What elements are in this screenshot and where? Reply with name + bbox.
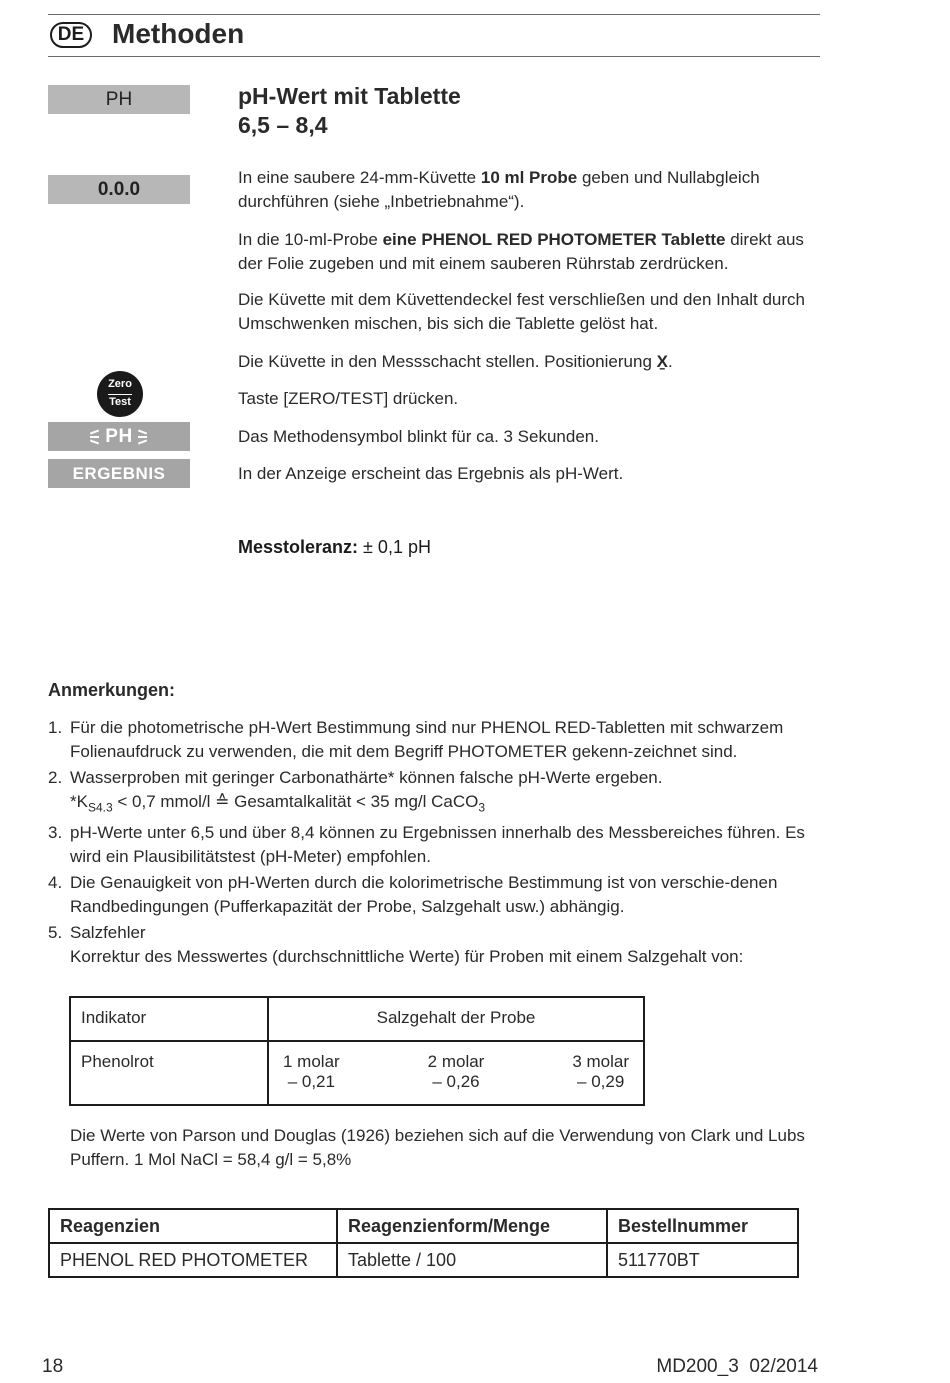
note-2-footnote: *K (70, 792, 88, 811)
note-3 (48, 821, 823, 869)
page-number: 18 (42, 1356, 64, 1377)
language-badge: DE (50, 22, 92, 48)
table-row (49, 1243, 798, 1277)
step-4-text: Die Küvette in den Messschacht stellen. Positionierung (238, 352, 657, 371)
molar-label: 1 molar (283, 1052, 340, 1071)
blink-left-icon (90, 430, 100, 444)
step-1 (238, 166, 823, 214)
salt-note: Die Werte von Parson und Douglas (1926) beziehen sich auf die Verwendung von Clark und Lubs Puffern. 1 Mol NaCl = 58,4 g/l = 5,8% (70, 1126, 805, 1169)
table-cell: Phenolrot (70, 1041, 268, 1105)
note-number: 5. (48, 923, 63, 943)
header-top-rule (48, 14, 820, 15)
step-2 (238, 228, 823, 276)
salt-error-table (69, 996, 645, 1106)
notes-list (48, 716, 823, 971)
method-title-block (238, 82, 461, 140)
zero-display: 0.0.0 (48, 175, 190, 204)
header-bottom-rule (48, 56, 820, 57)
note-text: Die Genauigkeit von pH-Werten durch die kolorimetrische Bestimmung ist von verschie-denen Randbedingungen (Pufferkapazität der Probe, Salzgehalt usw.) abhängig. (70, 873, 778, 917)
positioning-icon: X̱ (656, 352, 668, 371)
document-id: MD200_3 02/2014 (656, 1356, 818, 1377)
table-cell: Tablette / 100 (337, 1243, 607, 1277)
correction-value: – 0,29 (577, 1072, 625, 1091)
note-2-subscript: S4.3 (87, 800, 113, 815)
blink-display-text: PH (105, 426, 133, 447)
note-text: Salzfehler (70, 923, 146, 943)
note-2-footnote-rest: < 0,7 mmol/l ≙ Gesamtalkalität < 35 mg/l CaCO (112, 792, 479, 811)
notes-heading: Anmerkungen: (48, 680, 176, 700)
tolerance-value: ± 0,1 pH (358, 537, 431, 557)
step-5: Taste [ZERO/TEST] drücken. (238, 389, 459, 408)
table-header-cell: Reagenzien (49, 1209, 337, 1243)
note-number: 1. (48, 718, 63, 737)
blinking-method-display (48, 422, 190, 451)
note-5 (48, 921, 823, 969)
table-header-cell: Indikator (70, 997, 268, 1041)
correction-value: – 0,21 (287, 1072, 335, 1091)
table-header-row (49, 1209, 798, 1243)
note-number: 3. (48, 823, 63, 843)
note-text: Für die photometrische pH-Wert Bestimmung sind nur PHENOL RED-Tabletten mit schwarzem Folienaufdruck zu verwenden, die mit dem Begriff PHOTOMETER gekenn-zeichnet sind. (70, 718, 784, 761)
method-range: 6,5 – 8,4 (238, 112, 328, 138)
molar-label: 2 molar (427, 1052, 485, 1071)
zero-divider (108, 394, 132, 395)
method-display: PH (48, 85, 190, 114)
table-header-cell: Salzgehalt der Probe (268, 997, 644, 1041)
table-cell: 511770BT (607, 1243, 798, 1277)
note-number: 2. (48, 768, 63, 787)
zero-label: Zero (108, 378, 132, 390)
step-3: Die Küvette mit dem Küvettendeckel fest verschließen und den Inhalt durch Umschwenken mischen, bis sich die Tablette gelöst hat. (238, 290, 805, 333)
step-2-bold: eine PHENOL RED PHOTOMETER Tablette (382, 230, 726, 249)
zero-test-button-icon (97, 371, 143, 417)
salt-col-3 (572, 1052, 629, 1092)
table-row (70, 997, 644, 1041)
step-6: Das Methodensymbol blinkt für ca. 3 Sekunden. (238, 427, 599, 446)
note-2 (48, 766, 823, 819)
step-1-text: In eine saubere 24-mm-Küvette (238, 168, 481, 187)
step-4-text-end: . (667, 352, 673, 371)
tolerance-label: Messtoleranz: (238, 537, 359, 557)
step-2-text: In die 10-ml-Probe (238, 230, 383, 249)
note-4 (48, 871, 823, 919)
salt-col-1 (283, 1052, 340, 1092)
note-2-subscript-3: 3 (478, 800, 486, 815)
step-1-bold: 10 ml Probe (480, 168, 578, 187)
tolerance (238, 537, 431, 558)
page-title: Methoden (112, 18, 245, 49)
note-number: 4. (48, 873, 63, 893)
note-text: pH-Werte unter 6,5 und über 8,4 können zu Ergebnissen innerhalb des Messbereiches führen. Es wird ein Plausibilitätstest (pH-Meter) empfohlen. (70, 823, 805, 867)
test-label: Test (109, 396, 131, 408)
table-row (70, 1041, 644, 1105)
step-1-text-end: geben und Nullabgleich durchführen (siehe „Inbetriebnahme“). (238, 168, 760, 211)
step-2-text-end: direkt aus der Folie zugeben und mit einem sauberen Rührstab zerdrücken. (238, 230, 804, 273)
salt-col-2 (428, 1052, 485, 1092)
result-display: ERGEBNIS (48, 459, 190, 488)
table-header-cell: Reagenzienform/Menge (337, 1209, 607, 1243)
table-header-cell: Bestellnummer (607, 1209, 798, 1243)
molar-label: 3 molar (572, 1052, 629, 1071)
note-text: Wasserproben mit geringer Carbonathärte* können falsche pH-Werte ergeben. (70, 768, 663, 787)
blink-right-icon (138, 430, 148, 444)
table-cell: PHENOL RED PHOTOMETER (49, 1243, 337, 1277)
step-7: In der Anzeige erscheint das Ergebnis als pH-Wert. (238, 464, 624, 483)
step-4 (238, 350, 823, 374)
reagents-table (48, 1208, 799, 1278)
note-1 (48, 716, 823, 764)
note-5-subtext: Korrektur des Messwertes (durchschnittliche Werte) für Proben mit einem Salzgehalt von: (70, 947, 744, 967)
correction-value: – 0,26 (432, 1072, 480, 1091)
method-title: pH-Wert mit Tablette (238, 83, 461, 109)
table-cell (268, 1041, 644, 1105)
